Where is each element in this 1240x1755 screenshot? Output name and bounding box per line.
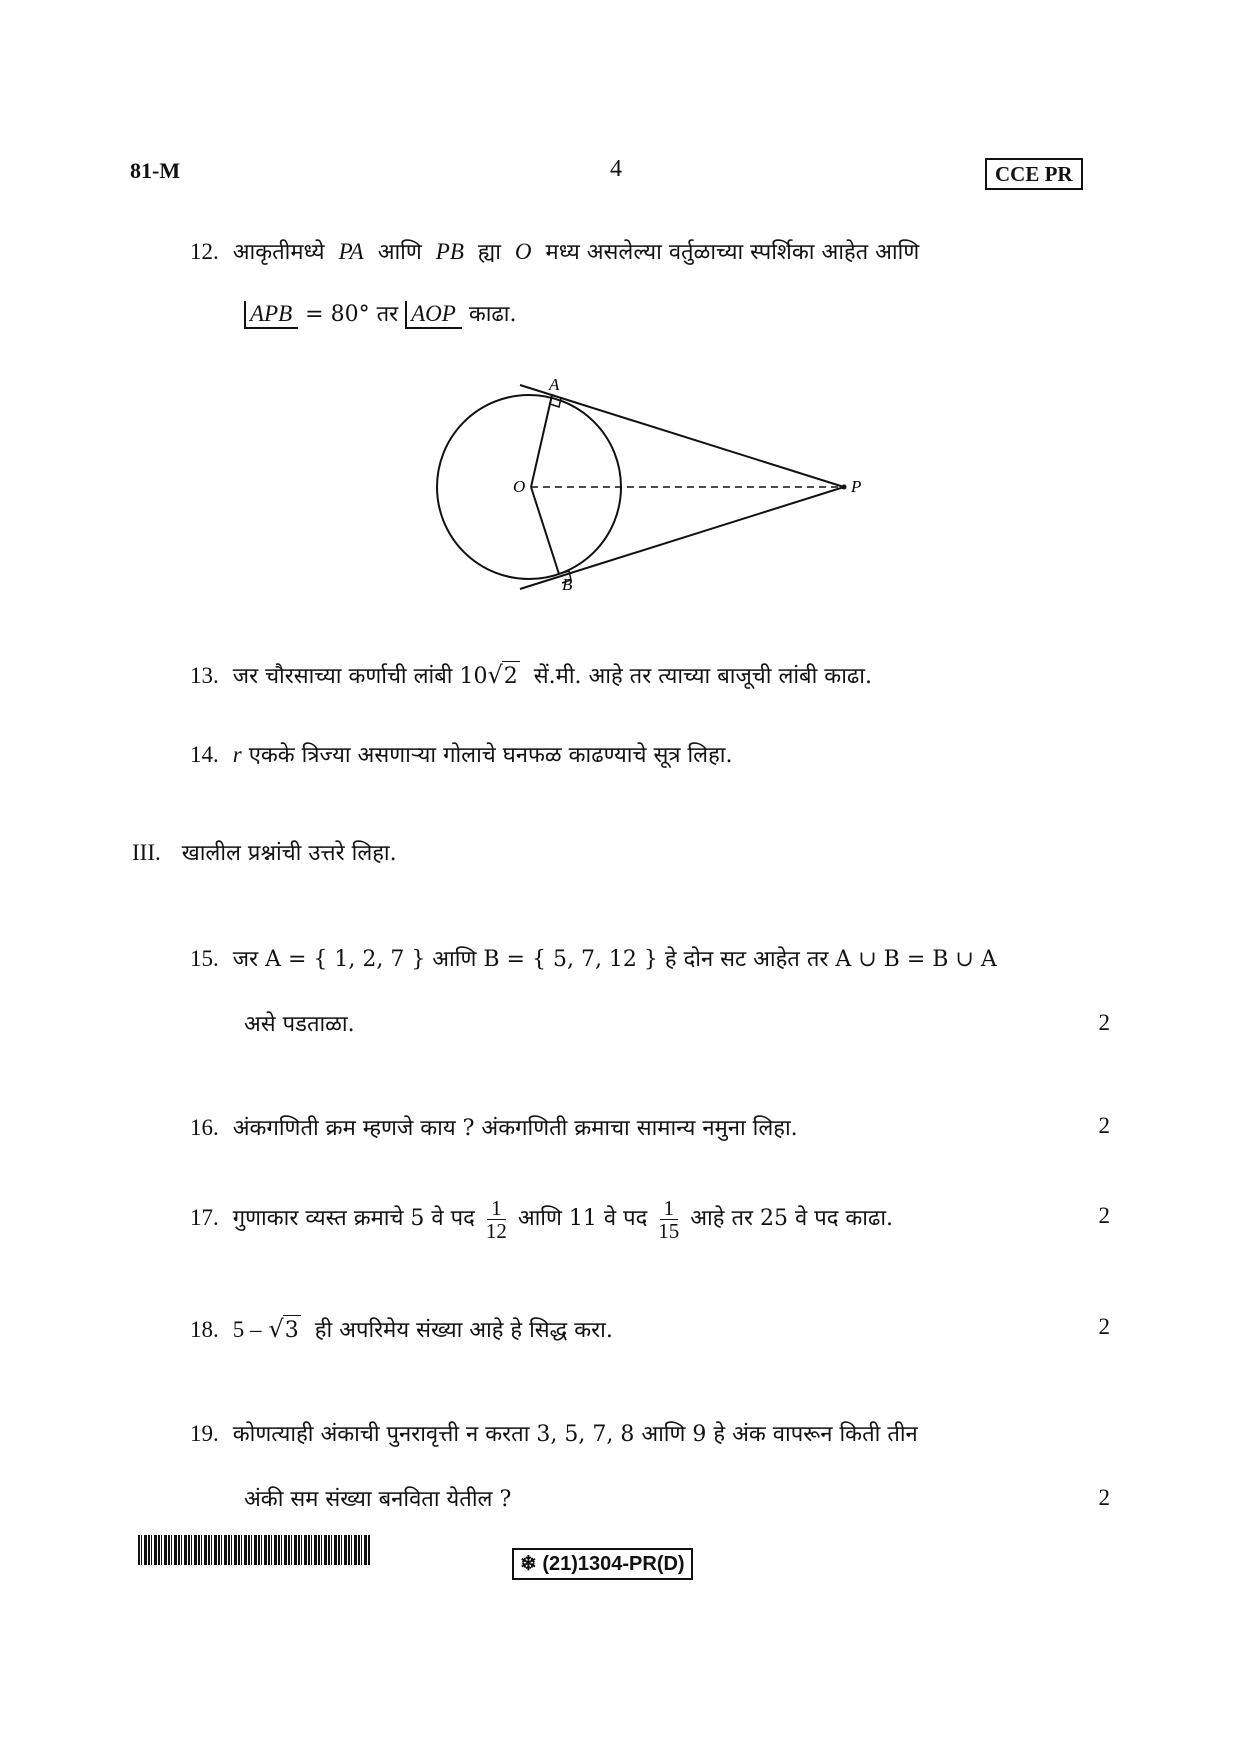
marks: 2	[1098, 1485, 1110, 1510]
exam-code-box: CCE PR	[985, 158, 1083, 190]
question-number: 12.	[190, 239, 219, 264]
point-p	[842, 485, 847, 490]
question-13: 13. जर चौरसाच्या कर्णाची लांबी 10√2 सें.मी. आहे तर त्याच्या बाजूची लांबी काढा.	[190, 660, 872, 692]
question-18: 18. 5 – √3 ही अपरिमेय संख्या आहे हे सिद्ध करा.	[190, 1314, 613, 1346]
question-number: 14.	[190, 742, 219, 767]
question-number: 16.	[190, 1115, 219, 1140]
question-12-line-2: APB = 80° तर AOP काढा.	[244, 300, 517, 330]
question-16: 16. अंकगणिती क्रम म्हणजे काय ? अंकगणिती क्रमाचा सामान्य नमुना लिहा.	[190, 1115, 798, 1141]
angle-apb: APB	[244, 301, 298, 329]
question-number: 19.	[190, 1421, 219, 1446]
label-p: P	[851, 477, 862, 496]
marks: 2	[1098, 1010, 1110, 1035]
fraction-1-15: $\frac{1}{15}$	[658, 1195, 680, 1243]
angle-aop: AOP	[405, 301, 462, 329]
barcode-image	[138, 1535, 370, 1565]
label-o: O	[513, 477, 526, 496]
tangent-pb	[520, 487, 844, 589]
label-b: B	[562, 575, 573, 594]
question-12-line-1: 12. आकृतीमध्ये PA आणि PB ह्या O मध्य असलेल्या वर्तुळाच्या स्पर्शिका आहेत आणि	[190, 239, 920, 265]
footer-paper-code: ❄ (21)1304-PR(D)	[512, 1548, 693, 1580]
question-15-line-1: 15. जर A = { 1, 2, 7 } आणि B = { 5, 7, 12 } हे दोन सट आहेत तर A ∪ B = B ∪ A	[190, 946, 997, 972]
question-number: 17.	[190, 1205, 219, 1230]
question-number: 15.	[190, 946, 219, 971]
page-number: 4	[610, 156, 622, 182]
radius-oa	[531, 395, 552, 487]
question-number: 13.	[190, 663, 219, 688]
label-a: A	[549, 375, 560, 394]
question-15-line-2: असे पडताळा.	[244, 1012, 355, 1037]
paper-code: 81-M	[130, 158, 181, 183]
fraction-1-12: $\frac{1}{12}$	[485, 1195, 507, 1243]
question-17: 17. गुणाकार व्यस्त क्रमाचे 5 वे पद $\frac{1}{12}$ आणि 11 वे पद $\frac{1}{15}$ आहे तर 25 वे पद काढा.	[190, 1195, 894, 1243]
marks: 2	[1098, 1203, 1110, 1228]
question-19-line-2: अंकी सम संख्या बनविता येतील ?	[244, 1487, 512, 1512]
marks: 2	[1098, 1113, 1110, 1138]
question-14: 14. r एकके त्रिज्या असणाऱ्या गोलाचे घनफळ काढण्याचे सूत्र लिहा.	[190, 742, 733, 768]
section-heading-iii: III. खालील प्रश्नांची उत्तरे लिहा.	[132, 840, 397, 866]
radius-ob	[531, 487, 559, 574]
question-number: 18.	[190, 1317, 219, 1342]
question-19-line-1: 19. कोणत्याही अंकाची पुनरावृत्ती न करता 3, 5, 7, 8 आणि 9 हे अंक वापरून किती तीन	[190, 1421, 918, 1447]
tangent-pa	[520, 385, 844, 487]
marks: 2	[1098, 1314, 1110, 1339]
